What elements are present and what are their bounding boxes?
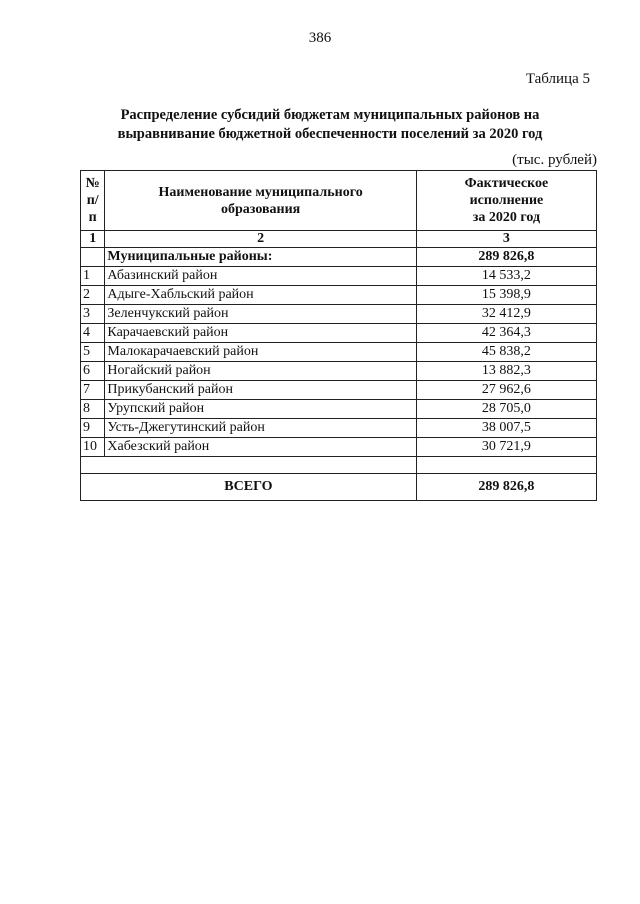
table-row [81,400,597,419]
header-number [81,171,105,231]
table-row [81,419,597,438]
value-cell: 42 364,3 [416,324,596,343]
header-value [416,171,596,231]
header-value-line-1: Фактическое [464,176,549,191]
header-number-line-2: п/п [86,193,99,225]
row-number-cell: 5 [81,343,105,362]
table-row [81,324,597,343]
summary-row [81,248,597,267]
empty-cell [416,457,596,474]
value-cell: 32 412,9 [416,305,596,324]
row-number-cell: 1 [81,267,105,286]
total-value: 289 826,8 [416,474,596,501]
district-name-cell: Абазинский район [105,267,416,286]
total-row [81,474,597,501]
title-line-2: выравнивание бюджетной обеспеченности поселений за 2020 год [117,126,543,142]
value-cell: 30 721,9 [416,438,596,457]
table-row [81,381,597,400]
district-name-cell: Прикубанский район [105,381,416,400]
row-number-cell: 6 [81,362,105,381]
table-header-row [81,171,597,231]
value-cell: 13 882,3 [416,362,596,381]
table-row [81,343,597,362]
column-index-cell: 3 [416,231,596,248]
row-number-cell: 2 [81,286,105,305]
summary-label: Муниципальные районы: [105,248,416,267]
row-number-cell: 8 [81,400,105,419]
district-name-cell: Урупский район [105,400,416,419]
district-name-cell: Зеленчукский район [105,305,416,324]
header-value-line-3: за 2020 год [472,210,541,225]
value-cell: 45 838,2 [416,343,596,362]
district-name-cell: Усть-Джегутинский район [105,419,416,438]
column-index-row [81,231,597,248]
row-number-cell: 7 [81,381,105,400]
row-number-cell: 10 [81,438,105,457]
value-cell: 28 705,0 [416,400,596,419]
page-number: 386 [308,30,332,46]
total-label: ВСЕГО [81,474,417,501]
row-number-cell: 3 [81,305,105,324]
district-name-cell: Хабезский район [105,438,416,457]
summary-value: 289 826,8 [416,248,596,267]
table-row [81,438,597,457]
table-row [81,362,597,381]
table-row [81,267,597,286]
header-name [105,171,416,231]
table-row [81,286,597,305]
summary-number-cell [81,248,105,267]
value-cell: 15 398,9 [416,286,596,305]
header-number-line-1: № [85,176,100,191]
value-cell: 27 962,6 [416,381,596,400]
value-cell: 14 533,2 [416,267,596,286]
district-name-cell: Карачаевский район [105,324,416,343]
district-name-cell: Адыге-Хабльский район [105,286,416,305]
value-cell: 38 007,5 [416,419,596,438]
row-number-cell: 4 [81,324,105,343]
table-number-label: Таблица 5 [525,71,590,87]
header-value-line-2: исполнение [469,193,544,208]
header-name-line-2: образования [221,201,301,217]
subsidy-table [80,170,597,501]
table-row [81,305,597,324]
data-rows [81,267,597,457]
column-index-cell: 1 [81,231,105,248]
row-number-cell: 9 [81,419,105,438]
header-name-line-1: Наименование муниципального [158,184,363,200]
district-name-cell: Ногайский район [105,362,416,381]
empty-cell [81,457,417,474]
title-line-1: Распределение субсидий бюджетам муниципальных районов на [120,107,540,123]
document-title [80,106,580,144]
district-name-cell: Малокарачаевский район [105,343,416,362]
column-index-cell: 2 [105,231,416,248]
units-note: (тыс. рублей) [512,152,597,168]
empty-row [81,457,597,474]
